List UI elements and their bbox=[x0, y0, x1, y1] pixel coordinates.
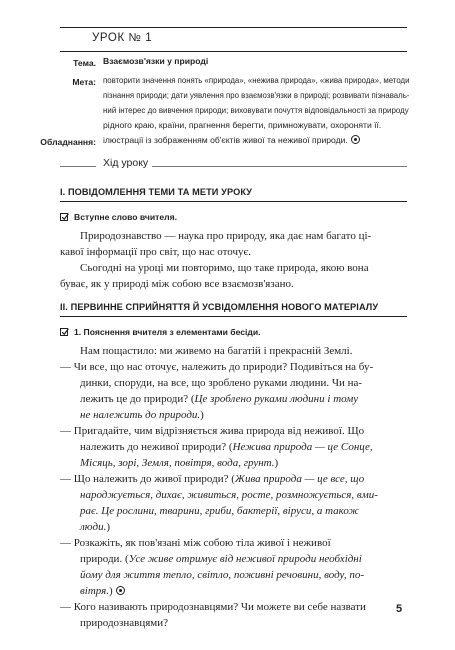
course-rule-left bbox=[60, 166, 96, 167]
dialogue-line: народжується, дихає, живиться, росте, розмножується, вми- bbox=[80, 489, 378, 501]
dialogue-line: динки, споруди, на все, що зроблено руками людини. Чи на- bbox=[80, 377, 363, 389]
cd-icon bbox=[116, 586, 125, 595]
lesson-title: УРОК № 1 bbox=[92, 32, 153, 44]
checkbox-icon bbox=[60, 328, 68, 336]
dialogue-line: — Розкажіть, як пов'язані між собою тіла живої і неживої bbox=[60, 537, 331, 549]
dialogue-line: вітря.) bbox=[80, 585, 125, 597]
section-1-subheading: Вступне слово вчителя. bbox=[60, 212, 177, 222]
checkbox-icon bbox=[60, 213, 68, 221]
section-1-rule bbox=[60, 201, 407, 202]
goal-line: пізнання природи; дати уявлення про взаємозв'язки в природі; розвивати пізнаваль- bbox=[103, 90, 410, 100]
cd-icon bbox=[351, 135, 360, 144]
section-2-rule bbox=[60, 316, 407, 317]
dialogue-line: не належить до природи.) bbox=[80, 409, 204, 421]
paragraph-line: кавої інформації про світ, що нас оточує. bbox=[60, 246, 252, 258]
dialogue-line: — Кого називають природознавцями? Чи можете ви себе назвати bbox=[60, 601, 366, 613]
paragraph-line: Сьогодні на уроці ми повторимо, що таке природа, якою вона bbox=[80, 262, 369, 274]
paragraph-line: Нам пощастило: ми живемо на багатій і прекрасній Землі. bbox=[80, 345, 353, 357]
course-heading: Хід уроку bbox=[103, 157, 149, 169]
section-2-subheading: 1. Пояснення вчителя з елементами бесіди. bbox=[60, 327, 261, 337]
dialogue-line: йому для життя тепло, світло, поживні речовини, воду, по- bbox=[80, 569, 365, 581]
dialogue-line: — Чи все, що нас оточує, належить до природи? Подивіться на бу- bbox=[60, 361, 374, 373]
dialogue-line: рає. Це рослини, тварини, гриби, бактерії, віруси, а також bbox=[80, 505, 359, 517]
goal-line: ний інтерес до вивчення природи; виховувати почуття відповідальності за природу bbox=[103, 105, 409, 115]
dialogue-line: люди.) bbox=[80, 521, 111, 533]
section-1-heading: I. ПОВІДОМЛЕННЯ ТЕМИ ТА МЕТИ УРОКУ bbox=[60, 187, 253, 197]
goal-label: Мета: bbox=[72, 77, 96, 87]
goal-line: рідного краю, країни, прагнення берегти, примножувати, охороняти її. bbox=[103, 120, 382, 130]
topic-value: Взаємозв'язки у природі bbox=[103, 56, 209, 66]
goal-line: повторити значення понять «природа», «нежива природа», «жива природа», методи bbox=[103, 75, 410, 85]
topic-label: Тема. bbox=[73, 58, 96, 68]
section-2-heading: II. ПЕРВИННЕ СПРИЙНЯТТЯ Й УСВІДОМЛЕННЯ НОВОГО МАТЕРІАЛУ bbox=[60, 302, 379, 312]
equipment-value: ілюстрації із зображенням об'єктів живої та неживої природи. bbox=[103, 133, 360, 148]
paragraph-line: Природознавство — наука про природу, яка дає нам багато ці- bbox=[80, 230, 372, 242]
dialogue-line: Місяць, зорі, Земля, повітря, вода, грунт.) bbox=[80, 457, 279, 469]
title-rule bbox=[60, 51, 407, 52]
dialogue-line: природи. (Усе живе отримує від неживої природи необхідні bbox=[80, 553, 362, 565]
dialogue-line: природознавцями? bbox=[80, 617, 169, 629]
paragraph-line: буває, як у природі між собою все взаємозв'язано. bbox=[60, 278, 294, 290]
dialogue-line: — Пригадайте, чим відрізняється жива природа від неживої. Що bbox=[60, 425, 365, 437]
dialogue-line: належить до неживої природи? (Нежива природа — це Сонце, bbox=[80, 441, 373, 453]
dialogue-line: — Що належить до живої природи? (Жива природа — це все, що bbox=[60, 473, 365, 485]
page-number: 5 bbox=[396, 603, 403, 615]
course-rule-right bbox=[152, 166, 407, 167]
dialogue-line: лежить це до природи? (Це зроблено руками людини і тому bbox=[80, 393, 359, 405]
top-rule bbox=[60, 27, 407, 28]
equipment-label: Обладнання: bbox=[40, 137, 96, 147]
